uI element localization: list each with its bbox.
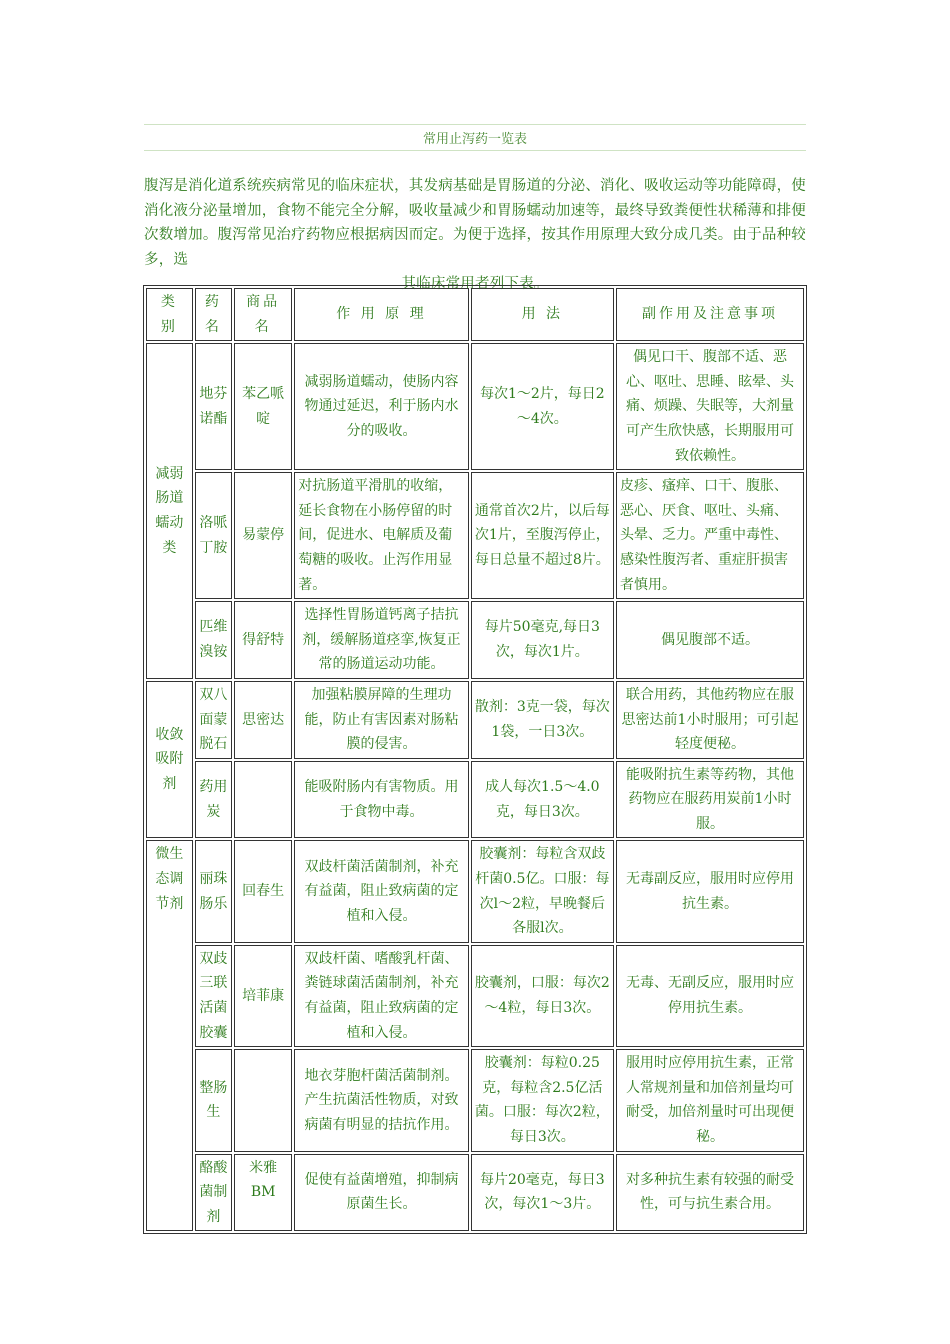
intro-last-line: 其临床常用者列下表。 bbox=[401, 276, 549, 292]
drug-cell: 整肠生 bbox=[195, 1049, 232, 1151]
usage-cell: 成人每次1.5～4.0克，每日3次。 bbox=[471, 761, 614, 839]
mechanism-cell: 选择性胃肠道钙离子拮抗剂，缓解肠道痉挛,恢复正常的肠道运动功能。 bbox=[294, 601, 468, 679]
brand-cell: 回春生 bbox=[234, 840, 292, 942]
drug-cell: 匹维溴铵 bbox=[195, 601, 232, 679]
table-row bbox=[146, 840, 804, 942]
brand-cell: 苯乙哌啶 bbox=[234, 343, 292, 470]
usage-cell: 胶囊剂：每粒含双歧杆菌0.5亿。口服：每次l～2粒，早晚餐后各服l次。 bbox=[471, 840, 614, 942]
usage-cell: 每片50毫克,每日3次，每次1片。 bbox=[471, 601, 614, 679]
brand-cell: 得舒特 bbox=[234, 601, 292, 679]
intro-paragraph bbox=[144, 174, 806, 297]
drug-cell: 地芬诺酯 bbox=[195, 343, 232, 470]
mechanism-cell: 双歧杆菌活菌制剂，补充有益菌，阻止致病菌的定植和入侵。 bbox=[294, 840, 468, 942]
drug-cell: 药用炭 bbox=[195, 761, 232, 839]
mechanism-cell: 减弱肠道蠕动，使肠内容物通过延迟，利于肠内水分的吸收。 bbox=[294, 343, 468, 470]
table-row bbox=[146, 472, 804, 599]
side-effects-cell: 联合用药，其他药物应在服思密达前1小时服用；可引起轻度便秘。 bbox=[616, 681, 804, 759]
table-row bbox=[146, 1154, 804, 1232]
table-row bbox=[146, 945, 804, 1047]
brand-cell: 米雅BM bbox=[234, 1154, 292, 1232]
table-row bbox=[146, 761, 804, 839]
side-effects-cell: 皮疹、瘙痒、口干、腹胀、恶心、厌食、呕吐、头痛、头晕、乏力。严重中毒性、感染性腹泻者、重症肝损害者慎用。 bbox=[616, 472, 804, 599]
mechanism-cell: 双歧杆菌、嗜酸乳杆菌、粪链球菌活菌制剂，补充有益菌，阻止致病菌的定植和入侵。 bbox=[294, 945, 468, 1047]
page-title: 常用止泻药一览表 bbox=[422, 132, 527, 147]
side-effects-cell: 无毒、无副反应，服用时应停用抗生素。 bbox=[616, 945, 804, 1047]
table-row bbox=[146, 1049, 804, 1151]
mechanism-cell: 促使有益菌增殖，抑制病原菌生长。 bbox=[294, 1154, 468, 1232]
table-row bbox=[146, 601, 804, 679]
intro-body: 腹泻是消化道系统疾病常见的临床症状，其发病基础是胃肠道的分泌、消化、吸收运动等功能障碍，使消化液分泌量增加，食物不能完全分解，吸收量减少和胃肠蠕动加速等，最终导致粪便性状稀薄和排便次数增加。腹泻常见治疗药物应根据病因而定。为便于选择，按其作用原理大致分成几类。由于品种较多，选 bbox=[144, 178, 806, 268]
header-side-effects: 副作用及注意事项 bbox=[616, 288, 804, 341]
brand-cell: 易蒙停 bbox=[234, 472, 292, 599]
usage-cell: 每片20毫克，每日3次，每次1～3片。 bbox=[471, 1154, 614, 1232]
usage-cell: 胶囊剂：每粒0.25克，每粒含2.5亿活菌。口服：每次2粒，每日3次。 bbox=[471, 1049, 614, 1151]
brand-cell bbox=[234, 1049, 292, 1151]
mechanism-cell: 加强粘膜屏障的生理功能，防止有害因素对肠粘膜的侵害。 bbox=[294, 681, 468, 759]
side-effects-cell: 偶见口干、腹部不适、恶心、呕吐、思睡、眩晕、头痛、烦躁、失眠等，大剂量可产生欣快感，长期服用可致依赖性。 bbox=[616, 343, 804, 470]
usage-cell: 散剂：3克一袋，每次1袋，一日3次。 bbox=[471, 681, 614, 759]
usage-cell: 胶囊剂，口服：每次2～4粒，每日3次。 bbox=[471, 945, 614, 1047]
drug-cell: 酪酸菌制剂 bbox=[195, 1154, 232, 1232]
side-effects-cell: 能吸附抗生素等药物，其他药物应在服药用炭前1小时服。 bbox=[616, 761, 804, 839]
category-cell: 减弱肠道蠕动类 bbox=[146, 343, 193, 679]
side-effects-cell: 服用时应停用抗生素，正常人常规剂量和加倍剂量均可耐受，加倍剂量时可出现便秘。 bbox=[616, 1049, 804, 1151]
drug-cell: 丽珠肠乐 bbox=[195, 840, 232, 942]
header-drug: 药 名 bbox=[195, 288, 232, 341]
title-rule-top bbox=[144, 124, 806, 125]
table-row bbox=[146, 343, 804, 470]
table-row bbox=[146, 681, 804, 759]
brand-cell bbox=[234, 761, 292, 839]
category-cell: 收敛吸附剂 bbox=[146, 681, 193, 839]
title-rule-bottom bbox=[144, 150, 806, 151]
drug-cell: 洛哌丁胺 bbox=[195, 472, 232, 599]
header-usage: 用 法 bbox=[471, 288, 614, 341]
drug-table bbox=[143, 285, 807, 1234]
drug-cell: 双歧三联活菌胶囊 bbox=[195, 945, 232, 1047]
header-brand: 商品名 bbox=[234, 288, 292, 341]
header-category: 类 别 bbox=[146, 288, 193, 341]
drug-cell: 双八面蒙脱石 bbox=[195, 681, 232, 759]
usage-cell: 每次1～2片，每日2～4次。 bbox=[471, 343, 614, 470]
brand-cell: 培菲康 bbox=[234, 945, 292, 1047]
mechanism-cell: 对抗肠道平滑肌的收缩，延长食物在小肠停留的时间，促进水、电解质及葡萄糖的吸收。止泻作用显著。 bbox=[294, 472, 468, 599]
mechanism-cell: 能吸附肠内有害物质。用于食物中毒。 bbox=[294, 761, 468, 839]
category-cell: 微生态调节剂 bbox=[146, 840, 193, 1231]
mechanism-cell: 地衣芽胞杆菌活菌制剂。产生抗菌活性物质，对致病菌有明显的拮抗作用。 bbox=[294, 1049, 468, 1151]
side-effects-cell: 无毒副反应，服用时应停用抗生素。 bbox=[616, 840, 804, 942]
usage-cell: 通常首次2片，以后每次1片，至腹泻停止，每日总量不超过8片。 bbox=[471, 472, 614, 599]
table-header-row bbox=[146, 288, 804, 341]
header-mechanism: 作 用 原 理 bbox=[294, 288, 468, 341]
side-effects-cell: 偶见腹部不适。 bbox=[616, 601, 804, 679]
brand-cell: 思密达 bbox=[234, 681, 292, 759]
side-effects-cell: 对多种抗生素有较强的耐受性，可与抗生素合用。 bbox=[616, 1154, 804, 1232]
